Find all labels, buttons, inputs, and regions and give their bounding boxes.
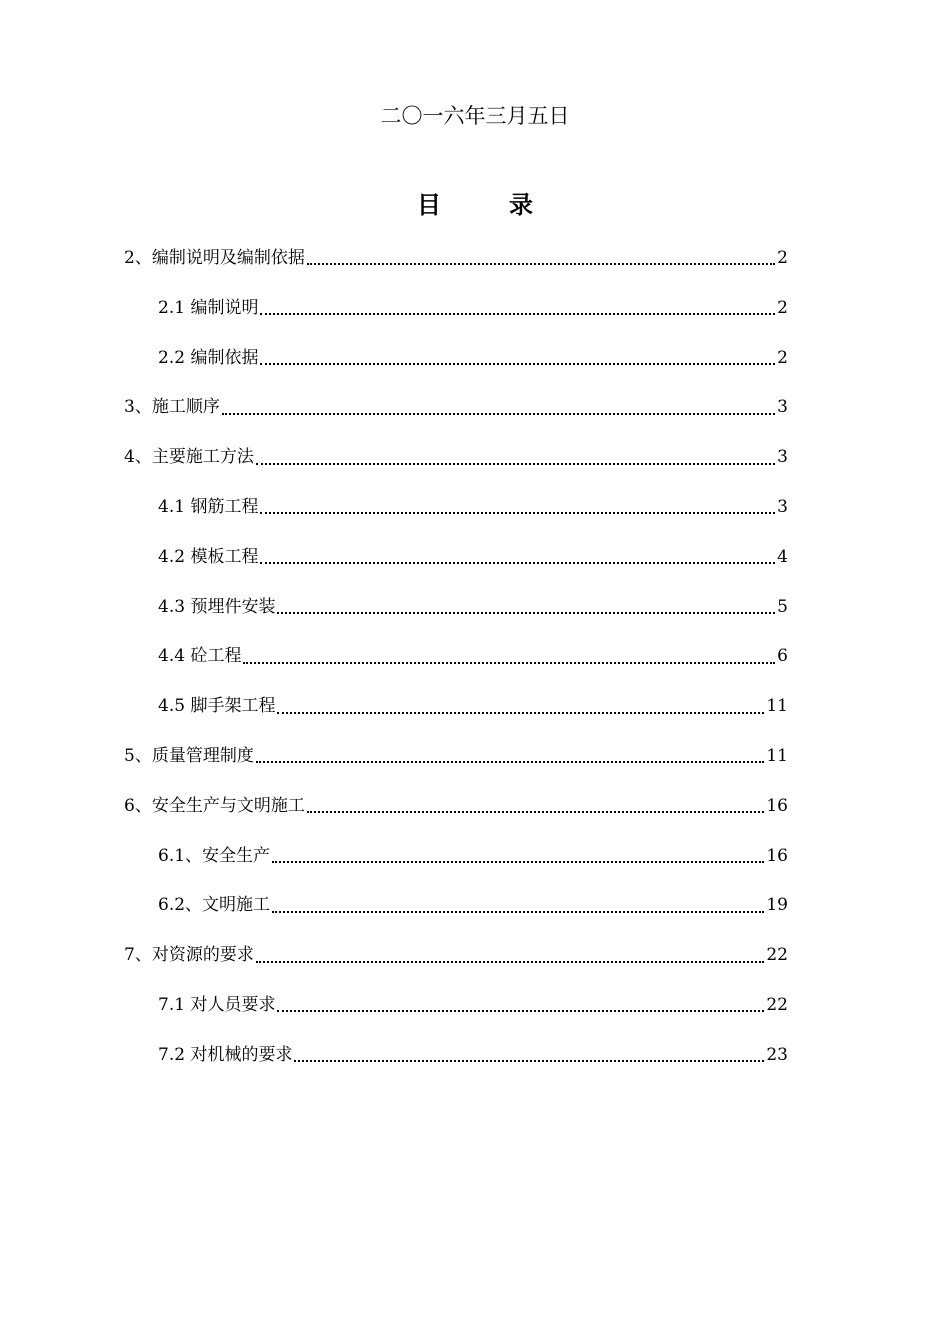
toc-entry[interactable]: [124, 492, 788, 542]
toc-entry-page: 23: [766, 1044, 788, 1065]
toc-leader: [272, 910, 764, 913]
toc-leader: [260, 312, 775, 315]
toc-leader: [277, 711, 764, 714]
toc-entry-label: 6.2、文明施工: [158, 895, 271, 916]
toc-entry-label: 2.1 编制说明: [158, 297, 259, 318]
toc-entry-label: 4.4 砼工程: [158, 646, 242, 667]
toc-leader: [260, 511, 775, 514]
toc-entry-page: 5: [777, 596, 788, 617]
toc-leader: [277, 1009, 764, 1012]
toc-entry-label: 7、对资源的要求: [124, 945, 254, 966]
toc-leader: [256, 760, 765, 763]
toc-entry[interactable]: [124, 343, 788, 393]
document-date: 二〇一六年三月五日: [380, 104, 570, 128]
toc-entry-page: 3: [777, 447, 788, 468]
toc-leader: [260, 561, 775, 564]
toc-leader: [256, 462, 775, 465]
toc-entry-label: 7.2 对机械的要求: [158, 1044, 293, 1065]
toc-entry-page: 11: [766, 696, 788, 717]
toc-entry-page: 22: [766, 945, 788, 966]
toc-entry-label: 4.5 脚手架工程: [158, 696, 276, 717]
toc-entry-page: 2: [777, 347, 788, 368]
toc-entry[interactable]: [124, 890, 788, 940]
toc-entry[interactable]: [124, 392, 788, 442]
toc-entry-label: 7.1 对人员要求: [158, 994, 276, 1015]
toc-entry-page: 16: [766, 795, 788, 816]
toc-entry[interactable]: [124, 741, 788, 791]
toc-entry[interactable]: [124, 293, 788, 343]
toc-entry[interactable]: [124, 1040, 788, 1090]
toc-entry-page: 6: [777, 646, 788, 667]
toc-entry-label: 4、主要施工方法: [124, 447, 254, 468]
toc-leader: [272, 860, 764, 863]
toc-entry[interactable]: [124, 641, 788, 691]
toc-entry-label: 2.2 编制依据: [158, 347, 259, 368]
toc-entry[interactable]: [124, 442, 788, 492]
toc-entry-label: 4.1 钢筋工程: [158, 496, 259, 517]
toc-entry-label: 6、安全生产与文明施工: [124, 795, 305, 816]
toc-entry[interactable]: [124, 940, 788, 990]
toc-title-char-1: 目: [417, 190, 441, 219]
toc-entry-label: 6.1、安全生产: [158, 845, 271, 866]
toc-leader: [307, 810, 765, 813]
toc-leader: [294, 1059, 764, 1062]
toc-entry-page: 4: [777, 546, 788, 567]
toc-entry-page: 11: [766, 745, 788, 766]
toc-entry-label: 5、质量管理制度: [124, 745, 254, 766]
toc-entry-page: 3: [777, 397, 788, 418]
toc-entry-page: 3: [777, 496, 788, 517]
toc-leader: [243, 661, 775, 664]
toc-entry-page: 16: [766, 845, 788, 866]
toc-entry[interactable]: [124, 592, 788, 642]
toc-entry[interactable]: [124, 841, 788, 891]
table-of-contents: [124, 243, 788, 1090]
toc-leader: [222, 412, 775, 415]
toc-entry-page: 2: [777, 248, 788, 268]
toc-entry[interactable]: [124, 691, 788, 741]
toc-entry[interactable]: [124, 542, 788, 592]
toc-leader: [260, 362, 775, 365]
toc-entry[interactable]: [124, 243, 788, 293]
toc-leader: [307, 262, 775, 265]
toc-entry[interactable]: [124, 990, 788, 1040]
toc-entry-page: 19: [766, 895, 788, 916]
toc-leader: [277, 611, 775, 614]
toc-entry-page: 2: [777, 297, 788, 318]
toc-title-char-2: 录: [509, 190, 533, 219]
toc-entry-label: 3、施工顺序: [124, 397, 220, 418]
toc-leader: [256, 960, 765, 963]
toc-entry-page: 22: [766, 994, 788, 1015]
toc-entry[interactable]: [124, 791, 788, 841]
toc-entry-label: 2、编制说明及编制依据: [124, 248, 305, 268]
toc-entry-label: 4.3 预埋件安装: [158, 596, 276, 617]
toc-entry-label: 4.2 模板工程: [158, 546, 259, 567]
toc-title: [0, 185, 950, 220]
